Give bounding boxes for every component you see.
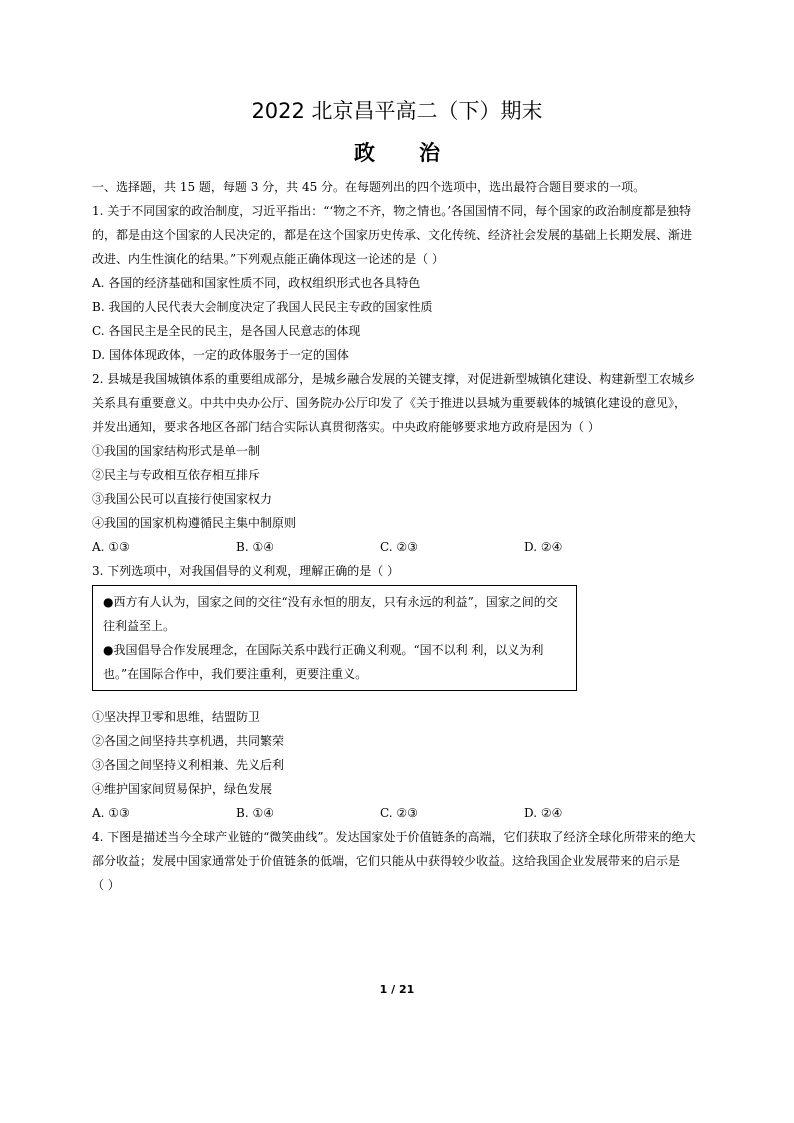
option-d: D. 国体体现政体，一定的政体服务于一定的国体 (92, 348, 349, 362)
subject-char-1: 政 (354, 141, 375, 165)
question-stem-line: 部分收益；发展中国家通常处于价值链条的低端，它们只能从中获得较少收益。这给我国企业发展带来的启示是 (92, 854, 681, 868)
page-title: 2022 北京昌平高二（下）期末 (251, 99, 543, 123)
material-line: ●西方有人认为，国家之间的交往“没有永恒的朋友，只有永远的利益”，国家之间的交 (103, 595, 558, 609)
question-2 (92, 367, 708, 559)
page-number: 1 / 21 (379, 983, 415, 996)
material-line: 也。”在国际合作中，我们要注重利，更要注重义。 (103, 667, 368, 681)
question-stem-line: 3. 下列选项中，对我国倡导的义利观，理解正确的是（ ） (92, 564, 400, 578)
statement-3: ③我国公民可以直接行使国家权力 (92, 492, 273, 506)
statement-4: ④我国的国家机构遵循民主集中制原则 (92, 516, 297, 530)
statement-3: ③各国之间坚持义利相兼、先义后利 (92, 758, 285, 772)
question-stem-line: 2. 县城是我国城镇体系的重要组成部分，是城乡融合发展的关键支撑，对促进新型城镇化建设、构建新型工农城乡 (92, 372, 696, 386)
choice-c: C. ②③ (380, 540, 418, 554)
statement-1: ①我国的国家结构形式是单一制 (92, 444, 261, 458)
option-c: C. 各国民主是全民的民主，是各国人民意志的体现 (92, 324, 361, 338)
question-stem-line: 并发出通知，要求各地区各部门结合实际认真贯彻落实。中央政府能够要求地方政府是因为（ ） (92, 420, 600, 434)
option-b: B. 我国的人民代表大会制度决定了我国人民民主专政的国家性质 (92, 300, 433, 314)
question-stem-line: 改进、内生性演化的结果。”下列观点能正确体现这一论述的是（ ） (92, 252, 444, 266)
statement-1: ①坚决捍卫零和思维，结盟防卫 (92, 710, 261, 724)
statement-4: ④维护国家间贸易保护，绿色发展 (92, 782, 273, 796)
choice-d: D. ②④ (524, 540, 563, 554)
statement-2: ②民主与专政相互依存相互排斥 (92, 468, 261, 482)
subject-char-2: 治 (419, 141, 440, 165)
choice-c: C. ②③ (380, 806, 418, 820)
section-heading: 一、选择题，共 15 题，每题 3 分，共 45 分。在每题列出的四个选项中，选出最符合题目要求的一项。 (92, 180, 646, 194)
choice-a: A. ①③ (92, 806, 130, 820)
question-stem-line: 1. 关于不同国家的政治制度，习近平指出：“‘物之不齐，物之情也。’各国国情不同，每个国家的政治制度都是独特 (92, 204, 692, 218)
question-stem-line: 4. 下图是描述当今全球产业链的“微笑曲线”。发达国家处于价值链条的高端，它们获取了经济全球化所带来的绝大 (92, 830, 696, 844)
subject-heading (0, 137, 794, 167)
question-4 (92, 825, 708, 897)
answer-choices (92, 801, 708, 825)
question-1 (92, 199, 708, 367)
answer-choices (92, 535, 708, 559)
question-3 (92, 559, 708, 825)
question-stem-line: （ ） (92, 878, 120, 892)
material-line: 往利益至上。 (103, 619, 176, 633)
choice-d: D. ②④ (524, 806, 563, 820)
exam-content (92, 175, 708, 897)
statement-2: ②各国之间坚持共享机遇，共同繁荣 (92, 734, 285, 748)
question-stem-line: 的，都是由这个国家的人民决定的，都是在这个国家历史传承、文化传统、经济社会发展的基础上长期发展、渐进 (92, 228, 693, 242)
choice-b: B. ①④ (236, 806, 274, 820)
choice-a: A. ①③ (92, 540, 130, 554)
material-line: ●我国倡导合作发展理念，在国际关系中践行正确义利观。“国不以利 利，以义为利 (103, 643, 544, 657)
material-box (92, 585, 577, 691)
question-stem-line: 关系具有重要意义。中共中央办公厅、国务院办公厅印发了《关于推进以县城为重要载体的城镇化建设的意见》， (92, 396, 687, 410)
choice-b: B. ①④ (236, 540, 274, 554)
option-a: A. 各国的经济基础和国家性质不同，政权组织形式也各具特色 (92, 276, 421, 290)
